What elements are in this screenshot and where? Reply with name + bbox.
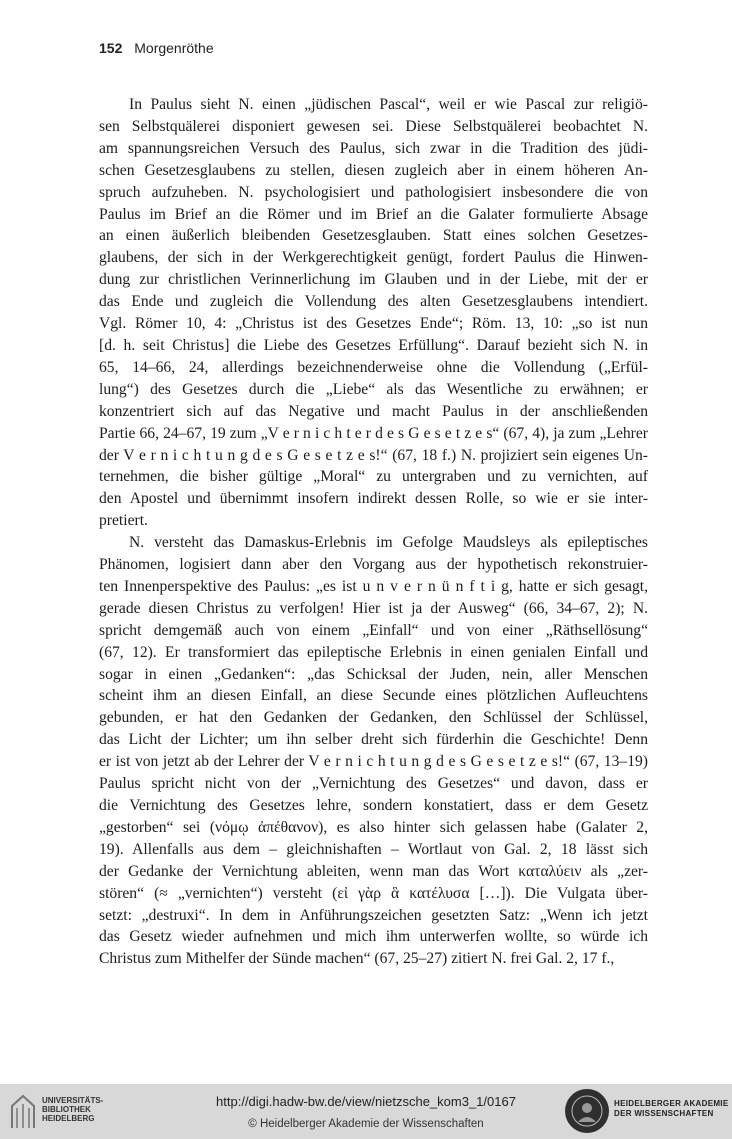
text-line: Christus zum Mithelfer der Sünde machen“ (67, 25–27) zitiert N. frei Gal. 2, 17 f., bbox=[99, 950, 615, 968]
text-line: spruch aufzuheben. N. psychologisiert und pathologisiert insbesondere die von bbox=[99, 183, 648, 201]
text-line: scheint ihm an diesen Einfall, an diese Secunde eines plötzlichen Aufleuchtens bbox=[99, 687, 648, 705]
text-line: Phänomen, logisiert dann aber den Vorgang aus der hypothetisch rekonstruier- bbox=[99, 556, 648, 574]
text-line: dung zur christlichen Verinnerlichung im Glauben und in der Liebe, mit der er bbox=[99, 271, 648, 289]
text-line: das Gesetz wieder aufnehmen und mich ihm unterwerfen wollte, so würde ich bbox=[99, 928, 648, 946]
text-line: den Apostel und übernimmt insofern indirekt dessen Rolle, so wie er sie inter- bbox=[99, 490, 648, 508]
text-line: ten Innenperspektive des Paulus: „es ist u n v e r n ü n f t i g, hatte er sich gesagt, bbox=[99, 577, 648, 595]
text-line: spricht demgemäß auch von einem „Einfall“ und von einer „Räthsellösung“ bbox=[99, 621, 648, 639]
text-line: gebunden, er hat den Gedanken der Gedanken, den Schlüssel der Schlüssel, bbox=[99, 709, 648, 727]
text-line: pretiert. bbox=[99, 512, 148, 530]
text-line: ternehmen, die bisher gültige „Moral“ zu untergraben und zu vernichten, auf bbox=[99, 468, 648, 486]
text-line: (67, 12). Er transformiert das epileptische Erlebnis in einen genialen Einfall und bbox=[99, 643, 648, 661]
text-line: 19). Allenfalls aus dem – gleichnishaften – Wortlaut von Gal. 2, 18 lässt sich bbox=[99, 840, 648, 858]
running-title: Morgenröthe bbox=[134, 40, 214, 56]
text-line: [d. h. seit Christus] die Liebe des Gesetzes Erfüllung“. Darauf bezieht sich N. in bbox=[99, 336, 648, 354]
text-line: er ist von jetzt ab der Lehrer der V e r n i c h t u n g d e s G e s e t z e s!“ (67, 13–19) bbox=[99, 753, 648, 771]
text-line: 65, 14–66, 24, allerdings bezeichnenderweise ohne die Vollendung („Erfül- bbox=[99, 358, 648, 376]
text-line: setzt: „destruxi“. In dem in Anführungszeichen gesetzten Satz: „Wenn ich jetzt bbox=[99, 906, 648, 924]
academy-name: HEIDELBERGER AKADEMIE DER WISSENSCHAFTEN bbox=[614, 1099, 729, 1118]
text-line: sogar in einen „Gedanken“: „das Schicksal der Juden, nein, aller Menschen bbox=[99, 665, 648, 683]
text-line: Vgl. Römer 10, 4: „Christus ist des Gesetzes Ende“; Röm. 13, 10: „so ist nun bbox=[99, 315, 648, 333]
text-line: an einen äußerlich bleibenden Gesetzesglauben. Statt eines solchen Gesetzes- bbox=[99, 227, 648, 245]
text-line: stören“ (≈ „vernichten“) versteht (εἰ γὰρ ἃ κατέλυσα […]). Die Vulgata über- bbox=[99, 884, 648, 902]
page-number: 152 bbox=[99, 40, 123, 56]
text-line: das Ende und zugleich die Vollendung des alten Gesetzesglaubens intendiert. bbox=[99, 293, 648, 311]
academy-seal-icon bbox=[565, 1089, 609, 1133]
text-line: glaubens, der sich in der Werkgerechtigkeit genügt, fordert Paulus die Hinwen- bbox=[99, 249, 648, 267]
text-line: gerade diesen Christus zu verfolgen! Hier ist ja der Ausweg“ (66, 34–67, 2); N. bbox=[99, 599, 648, 617]
copyright-notice: © Heidelberger Akademie der Wissenschaften bbox=[248, 1118, 484, 1130]
running-header bbox=[99, 40, 214, 56]
text-line: am spannungsreichen Versuch des Paulus, sich zwar in die Tradition des jüdi- bbox=[99, 139, 648, 157]
text-line: konzentriert sich auf das Negative und macht Paulus in der anschließenden bbox=[99, 402, 648, 420]
text-line: „gestorben“ sei (νόμῳ ἀπέθανον), es also hinter sich gelassen habe (Galater 2, bbox=[99, 818, 648, 836]
text-line: das Licht der Lichter; um ihn selber dreht sich fürderhin die Geschichte! Denn bbox=[99, 731, 648, 749]
body-text bbox=[99, 94, 648, 970]
text-line: Paulus im Brief an die Römer und im Brief an die Galater formulierte Absage bbox=[99, 205, 648, 223]
paragraph bbox=[99, 532, 648, 970]
text-line: Paulus spricht nicht von der „Vernichtung des Gesetzes“ und davon, dass er bbox=[99, 775, 648, 793]
text-line: Partie 66, 24–67, 19 zum „V e r n i c h t e r d e s G e s e t z e s“ (67, 4), ja zum „Lehrer bbox=[99, 424, 648, 442]
text-line: der V e r n i c h t u n g d e s G e s e t z e s!“ (67, 18 f.) N. projiziert sein eigenes Un- bbox=[99, 446, 648, 464]
text-line: die Vernichtung des Gesetzes lehre, sondern konstatiert, dass er dem Gesetz bbox=[99, 797, 648, 814]
text-line: der Gedanke der Vernichtung ableiten, wenn man das Wort καταλύειν als „zer- bbox=[99, 862, 648, 880]
text-line: In Paulus sieht N. einen „jüdischen Pascal“, weil er wie Pascal zur religiö- bbox=[129, 96, 648, 113]
text-line: N. versteht das Damaskus-Erlebnis im Gefolge Maudsleys als epileptisches bbox=[129, 534, 648, 552]
footer-bar bbox=[0, 1084, 732, 1139]
text-line: schen Gesetzesglaubens zu stellen, diesen zugleich aber in einem höheren An- bbox=[99, 161, 648, 179]
text-line: lung“) des Gesetzes durch die „Liebe“ als das Wesentliche zu erwähnen; er bbox=[99, 380, 648, 398]
text-line: sen Selbstquälerei disponiert gewesen sei. Diese Selbstquälerei beobachtet N. bbox=[99, 117, 648, 135]
university-library-name: UNIVERSITÄTS- BIBLIOTHEK HEIDELBERG bbox=[42, 1096, 104, 1123]
paragraph bbox=[99, 94, 648, 532]
permalink-url[interactable]: http://digi.hadw-bw.de/view/nietzsche_kom3_1/0167 bbox=[216, 1094, 516, 1109]
